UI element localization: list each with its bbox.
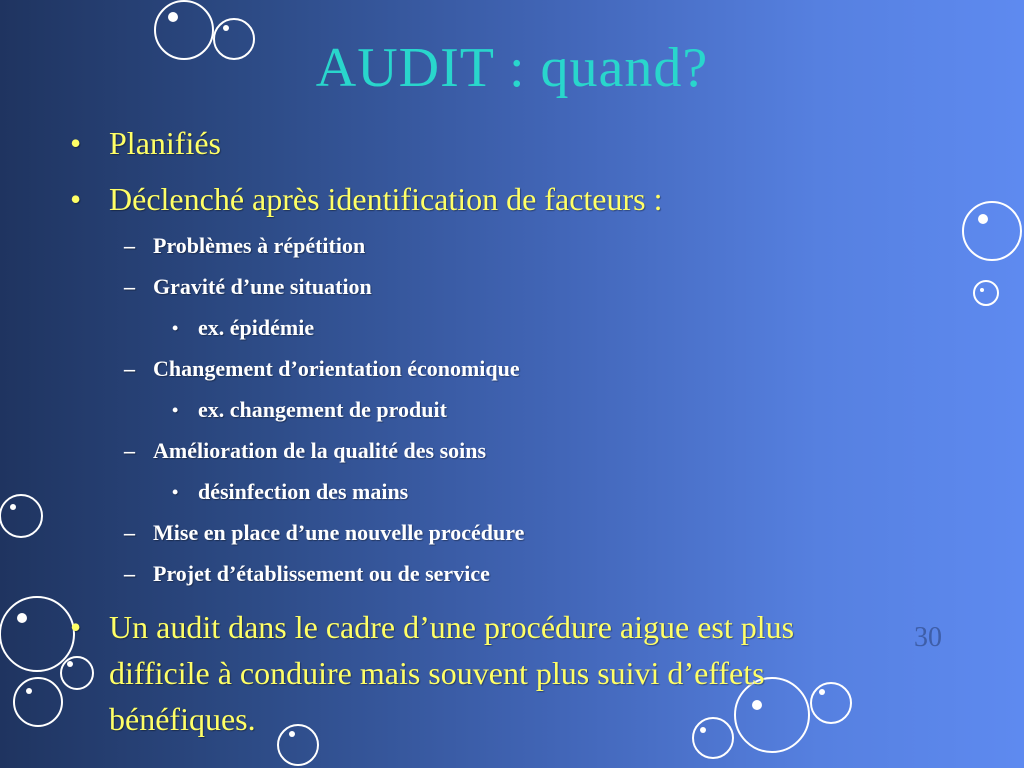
- dash-marker: –: [124, 233, 135, 258]
- sub-sub-item-text: ex. changement de produit: [198, 397, 447, 422]
- sub-item-text: Gravité d’une situation: [153, 274, 372, 299]
- bubble-highlight: [26, 688, 32, 694]
- bubble-highlight: [168, 12, 178, 22]
- bubble: [0, 597, 74, 671]
- slide-title: AUDIT : quand?: [315, 37, 709, 99]
- sub-sub-item: [172, 478, 408, 506]
- sub-sub-item: [172, 314, 314, 342]
- sub-item: [124, 273, 372, 301]
- bubble-highlight: [978, 214, 988, 224]
- bullet-text: Déclenché après identification de facteurs :: [109, 181, 663, 217]
- bullet-item: [70, 604, 970, 742]
- page-number: 30: [914, 622, 942, 653]
- bubble-highlight: [10, 504, 16, 510]
- bullet-text: Planifiés: [109, 125, 221, 161]
- bubble: [963, 202, 1021, 260]
- bullet-text-line: difficile à conduire mais souvent plus suivi d’effets: [109, 655, 765, 691]
- sub-item: [124, 355, 520, 383]
- bullet-item: [70, 120, 970, 166]
- bullet-text-line: bénéfiques.: [109, 701, 256, 737]
- bubble-highlight: [980, 288, 984, 292]
- bubble: [974, 281, 998, 305]
- bullet-marker: •: [172, 482, 179, 502]
- sub-item-text: Problèmes à répétition: [153, 233, 366, 258]
- sub-item: [124, 560, 490, 588]
- sub-item-text: Changement d’orientation économique: [153, 356, 520, 381]
- sub-item-text: Projet d’établissement ou de service: [153, 561, 490, 586]
- bullet-item: [70, 176, 970, 222]
- sub-sub-item-text: désinfection des mains: [198, 479, 409, 504]
- dash-marker: –: [124, 274, 135, 299]
- bullet-marker: •: [70, 181, 82, 217]
- sub-sub-item-text: ex. épidémie: [198, 315, 315, 340]
- bubble-highlight: [17, 613, 27, 623]
- sub-item: [124, 232, 365, 260]
- dash-marker: –: [124, 520, 135, 545]
- bullet-marker: •: [172, 318, 179, 338]
- sub-item: [124, 519, 524, 547]
- dash-marker: –: [124, 356, 135, 381]
- bubble-highlight: [223, 25, 229, 31]
- bubble: [0, 495, 42, 537]
- sub-sub-item: [172, 396, 447, 424]
- bubble: [14, 678, 62, 726]
- sub-item-text: Amélioration de la qualité des soins: [153, 438, 487, 463]
- dash-marker: –: [124, 438, 135, 463]
- sub-item-text: Mise en place d’une nouvelle procédure: [153, 520, 525, 545]
- bullet-marker: •: [70, 609, 82, 645]
- bullet-marker: •: [70, 125, 82, 161]
- sub-item: [124, 437, 486, 465]
- bullet-marker: •: [172, 400, 179, 420]
- bullet-text-line: Un audit dans le cadre d’une procédure aigue est plus: [109, 609, 795, 645]
- dash-marker: –: [124, 561, 135, 586]
